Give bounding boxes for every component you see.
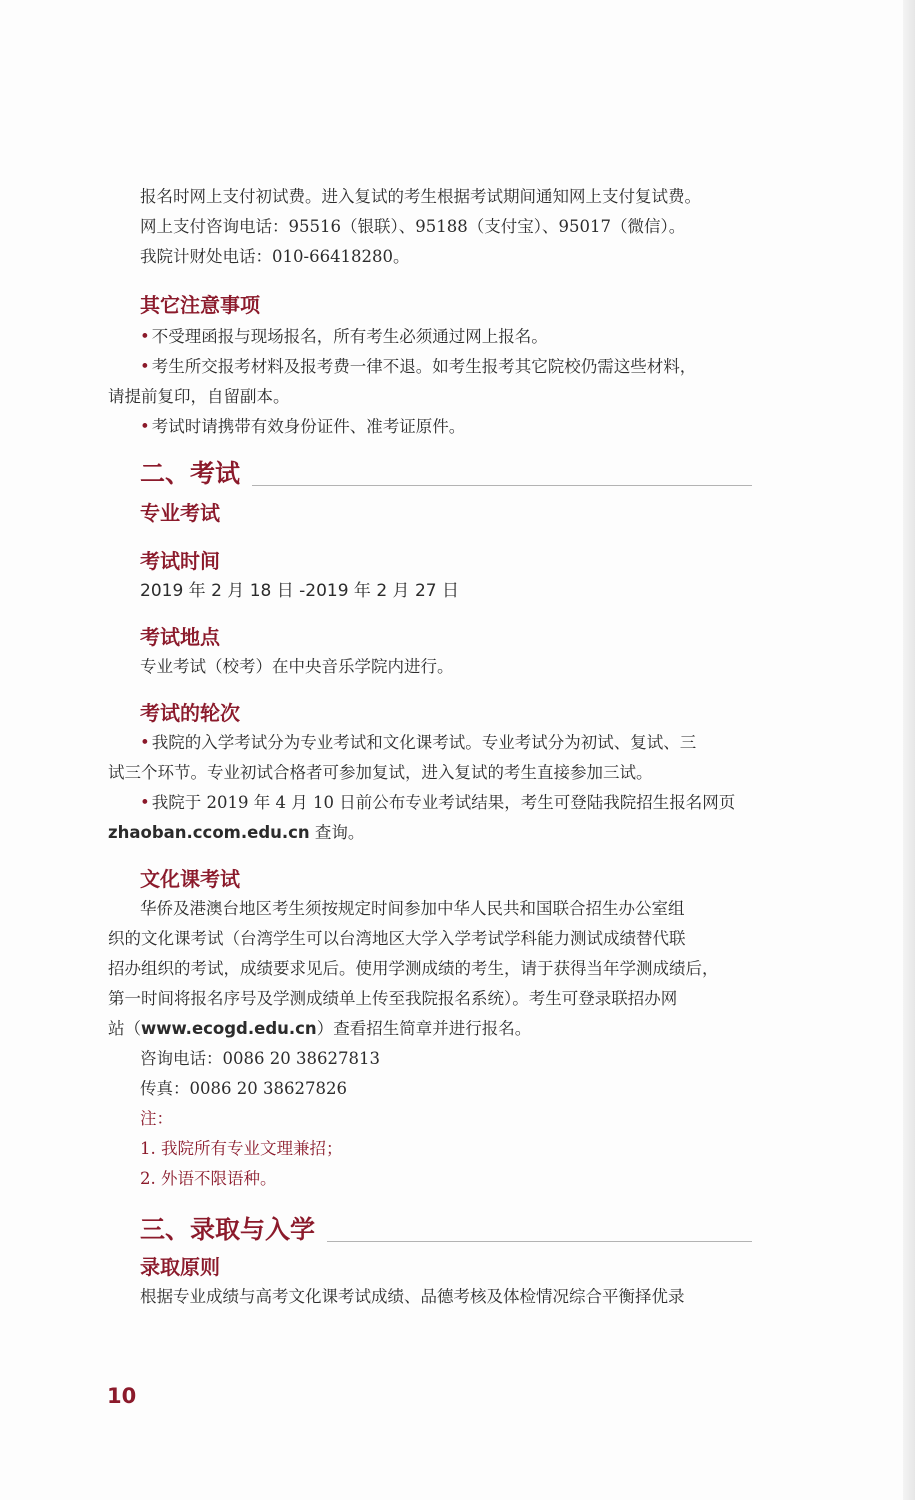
bullet-icon: • xyxy=(140,327,150,346)
page-edge-shadow xyxy=(903,0,915,1500)
fee-line-1: 报名时网上支付初试费。进入复试的考生根据考试期间通知网上支付复试费。 xyxy=(140,187,701,206)
exam-rounds-heading: 考试的轮次 xyxy=(140,701,240,725)
bullet-icon: • xyxy=(140,417,150,436)
culture-line-4: 第一时间将报名序号及学测成绩单上传至我院报名系统）。考生可登录联招办网 xyxy=(108,989,678,1008)
rounds-line-2: 试三个环节。专业初试合格者可参加复试，进入复试的考生直接参加三试。 xyxy=(108,763,653,782)
consult-fax: 传真：0086 20 38627826 xyxy=(140,1079,347,1098)
bullet-icon: • xyxy=(140,357,150,376)
bullet-icon: • xyxy=(140,793,150,812)
admission-principle-heading: 录取原则 xyxy=(140,1255,220,1279)
ecogd-url: www.ecogd.edu.cn xyxy=(141,1019,317,1038)
culture-line-5: 站（www.ecogd.edu.cn）查看招生简章并进行报名。 xyxy=(108,1019,532,1038)
rounds-line-3: • 我院于 2019 年 4 月 10 日前公布专业考试结果，考生可登陆我院招生报名网页 xyxy=(140,793,736,812)
admission-url: zhaoban.ccom.edu.cn xyxy=(108,823,310,842)
page-number: 10 xyxy=(107,1384,137,1408)
fee-line-3: 我院计财处电话：010-66418280。 xyxy=(140,247,410,266)
rounds-line-1: • 我院的入学考试分为专业考试和文化课考试。专业考试分为初试、复试、三 xyxy=(140,733,697,752)
culture-exam-heading: 文化课考试 xyxy=(140,867,240,891)
exam-place-heading: 考试地点 xyxy=(140,625,220,649)
section-heading-admission xyxy=(140,1212,752,1248)
exam-place-value: 专业考试（校考）在中央音乐学院内进行。 xyxy=(140,657,454,676)
admission-principle-line: 根据专业成绩与高考文化课考试成绩、品德考核及体检情况综合平衡择优录 xyxy=(140,1287,685,1306)
section-rule xyxy=(252,485,752,486)
exam-time-value: 2019 年 2 月 18 日 -2019 年 2 月 27 日 xyxy=(140,581,459,601)
page-content xyxy=(108,182,752,1312)
notes-item-2: • 考生所交报考材料及报考费一律不退。如考生报考其它院校仍需这些材料， xyxy=(140,357,697,376)
rounds-line-4: zhaoban.ccom.edu.cn 查询。 xyxy=(108,823,365,842)
note-item-1: 1. 我院所有专业文理兼招； xyxy=(140,1139,343,1158)
fee-line-2: 网上支付咨询电话：95516（银联）、95188（支付宝）、95017（微信）。 xyxy=(140,217,686,236)
note-label: 注： xyxy=(140,1109,173,1128)
notes-item-1: • 不受理函报与现场报名，所有考生必须通过网上报名。 xyxy=(140,327,548,346)
pro-exam-heading: 专业考试 xyxy=(140,501,220,525)
section-heading-exam xyxy=(140,456,752,492)
consult-phone: 咨询电话：0086 20 38627813 xyxy=(140,1049,380,1068)
bullet-icon: • xyxy=(140,733,150,752)
notes-heading: 其它注意事项 xyxy=(140,293,260,317)
exam-time-heading: 考试时间 xyxy=(140,549,220,573)
culture-line-1: 华侨及港澳台地区考生须按规定时间参加中华人民共和国联合招生办公室组 xyxy=(140,899,685,918)
culture-line-3: 招办组织的考试，成绩要求见后。使用学测成绩的考生，请于获得当年学测成绩后， xyxy=(108,959,719,978)
culture-line-2: 织的文化课考试（台湾学生可以台湾地区大学入学考试学科能力测试成绩替代联 xyxy=(108,929,686,948)
section-title: 二、考试 xyxy=(140,459,241,488)
section-title: 三、录取与入学 xyxy=(140,1215,316,1244)
notes-item-3: • 考试时请携带有效身份证件、准考证原件。 xyxy=(140,417,466,436)
note-item-2: 2. 外语不限语种。 xyxy=(140,1169,277,1188)
notes-item-2-cont: 请提前复印，自留副本。 xyxy=(108,387,290,406)
section-rule xyxy=(327,1241,752,1242)
